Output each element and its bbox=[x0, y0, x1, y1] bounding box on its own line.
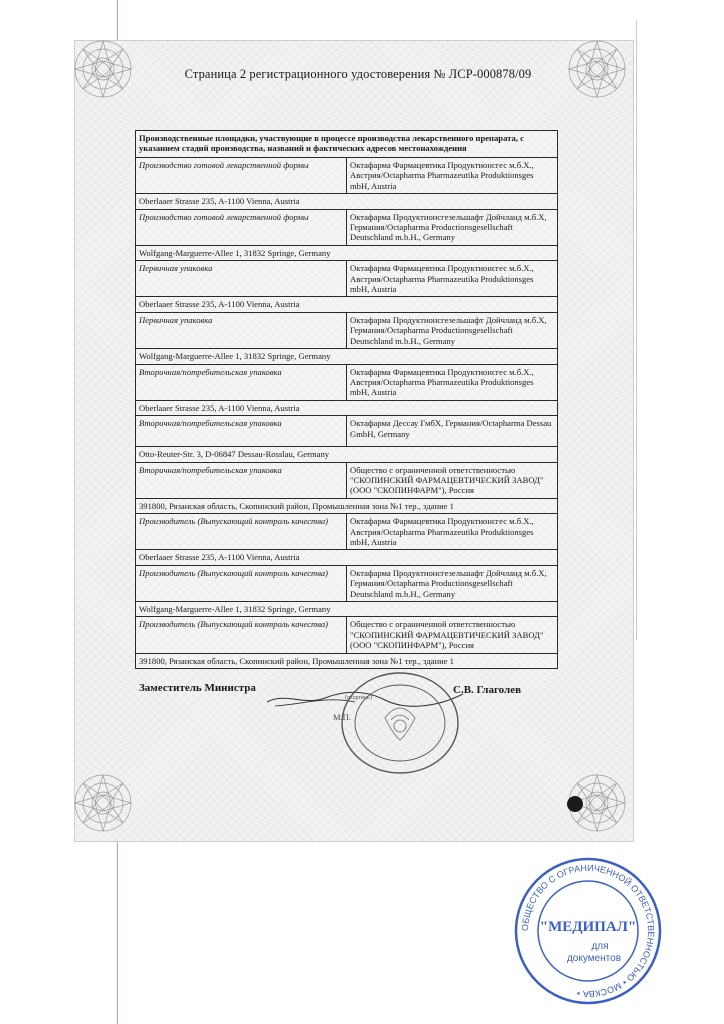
site-address-cell: Wolfgang-Marguerre-Allee 1, 31832 Springe, Germany bbox=[136, 245, 558, 260]
production-stage-cell: Производство готовой лекарственной формы bbox=[136, 209, 347, 245]
manufacturer-cell: Общество с ограниченной ответственностью "СКОПИНСКИЙ ФАРМАЦЕВТИЧЕСКИЙ ЗАВОД" (ООО "СКОПИНФАРМ"), Россия bbox=[347, 462, 558, 498]
signatory-name: С.В. Глаголев bbox=[453, 684, 522, 696]
site-address-cell: Oberlaaer Strasse 235, A-1100 Vienna, Austria bbox=[136, 297, 558, 312]
official-seal-icon bbox=[335, 668, 465, 778]
stamp-ring-text: ОБЩЕСТВО С ОГРАНИЧЕННОЙ ОТВЕТСТВЕННОСТЬЮ • МОСКВА • bbox=[519, 862, 657, 1000]
production-stage-cell: Вторичная/потребительская упаковка bbox=[136, 364, 347, 400]
site-address-cell: 391800, Рязанская область, Скопинский район, Промышленная зона №1 тер., здание 1 bbox=[136, 653, 558, 668]
site-address-cell: Wolfgang-Marguerre-Allee 1, 31832 Springe, Germany bbox=[136, 349, 558, 364]
manufacturer-cell: Октафарма Продуктионсгезельшафт Дойчланд м.б.Х, Германия/Octapharma Productionsgesellschaft Deutschland m.b.H., Germany bbox=[347, 565, 558, 601]
production-sites-table bbox=[135, 130, 558, 669]
site-address-cell: Oberlaaer Strasse 235, A-1100 Vienna, Austria bbox=[136, 194, 558, 209]
production-stage-cell: Первичная упаковка bbox=[136, 261, 347, 297]
signature-caption: (подпись) bbox=[345, 694, 372, 701]
table-row bbox=[136, 261, 558, 297]
manufacturer-cell: Октафарма Фармацевтика Продуктионсгес м.б.Х., Австрия/Octapharma Pharmazeutika Produktionsges mbH, Austria bbox=[347, 364, 558, 400]
site-address-cell: Oberlaaer Strasse 235, A-1100 Vienna, Austria bbox=[136, 550, 558, 565]
table-row bbox=[136, 462, 558, 498]
table-row bbox=[136, 209, 558, 245]
manufacturer-cell: Октафарма Дессау ГмбХ, Германия/Octapharma Dessau GmbH, Germany bbox=[347, 416, 558, 447]
table-row bbox=[136, 194, 558, 209]
site-address-cell: Oberlaaer Strasse 235, A-1100 Vienna, Austria bbox=[136, 400, 558, 415]
manufacturer-cell: Октафарма Фармацевтика Продуктионсгес м.б.Х., Австрия/Octapharma Pharmazeutika Produktionsges mbH, Austria bbox=[347, 158, 558, 194]
table-row bbox=[136, 498, 558, 513]
table-row bbox=[136, 245, 558, 260]
table-row bbox=[136, 550, 558, 565]
rosette-ornament-icon bbox=[71, 771, 135, 835]
production-stage-cell: Вторичная/потребительская упаковка bbox=[136, 462, 347, 498]
manufacturer-cell: Общество с ограниченной ответственностью "СКОПИНСКИЙ ФАРМАЦЕВТИЧЕСКИЙ ЗАВОД" (ООО "СКОПИНФАРМ"), Россия bbox=[347, 617, 558, 653]
table-row bbox=[136, 158, 558, 194]
production-stage-cell: Производитель (Выпускающий контроль качества) bbox=[136, 514, 347, 550]
medipal-stamp-icon bbox=[512, 855, 664, 1007]
table-row bbox=[136, 364, 558, 400]
table-row bbox=[136, 617, 558, 653]
production-stage-cell: Вторичная/потребительская упаковка bbox=[136, 416, 347, 447]
table-row bbox=[136, 416, 558, 447]
stamp-sub-text-1: для bbox=[591, 941, 609, 952]
manufacturer-cell: Октафарма Фармацевтика Продуктионсгес м.б.Х., Австрия/Octapharma Pharmazeutika Produktionsges mbH, Austria bbox=[347, 261, 558, 297]
table-row bbox=[136, 297, 558, 312]
seal-placement-label: М.П. bbox=[333, 712, 351, 722]
table-row bbox=[136, 312, 558, 348]
stamp-sub-text-2: документов bbox=[566, 953, 622, 964]
signatory-position: Заместитель Министра bbox=[139, 682, 256, 694]
manufacturer-cell: Октафарма Продуктионсгезельшафт Дойчланд м.б.Х, Германия/Octapharma Productionsgesellschaft Deutschland m.b.H., Germany bbox=[347, 209, 558, 245]
manufacturer-cell: Октафарма Фармацевтика Продуктионсгес м.б.Х., Австрия/Octapharma Pharmazeutika Produktionsges mbH, Austria bbox=[347, 514, 558, 550]
table-row bbox=[136, 565, 558, 601]
table-title-row bbox=[136, 131, 558, 158]
production-stage-cell: Производство готовой лекарственной формы bbox=[136, 158, 347, 194]
production-stage-cell: Первичная упаковка bbox=[136, 312, 347, 348]
table-row bbox=[136, 653, 558, 668]
page-title: Страница 2 регистрационного удостоверения № ЛСР-000878/09 bbox=[184, 67, 532, 81]
signature-block bbox=[135, 680, 565, 780]
table-row bbox=[136, 447, 558, 462]
manufacturer-cell: Октафарма Продуктионсгезельшафт Дойчланд м.б.Х, Германия/Octapharma Productionsgesellschaft Deutschland m.b.H., Germany bbox=[347, 312, 558, 348]
punch-hole bbox=[567, 796, 583, 812]
table-row bbox=[136, 602, 558, 617]
site-address-cell: Otto-Reuter-Str. 3, D-06847 Dessau-Rosslau, Germany bbox=[136, 447, 558, 462]
table-row bbox=[136, 349, 558, 364]
stamp-center-text: "МЕДИПАЛ" bbox=[539, 919, 637, 935]
table-row bbox=[136, 514, 558, 550]
production-stage-cell: Производитель (Выпускающий контроль качества) bbox=[136, 617, 347, 653]
site-address-cell: Wolfgang-Marguerre-Allee 1, 31832 Springe, Germany bbox=[136, 602, 558, 617]
table-title: Производственные площадки, участвующие в процессе производства лекарственного препарата, с указанием стадий производства, названий и фактических адресов местонахождения bbox=[136, 131, 558, 158]
production-stage-cell: Производитель (Выпускающий контроль качества) bbox=[136, 565, 347, 601]
page-edge-line bbox=[636, 20, 637, 640]
site-address-cell: 391800, Рязанская область, Скопинский район, Промышленная зона №1 тер., здание 1 bbox=[136, 498, 558, 513]
table-row bbox=[136, 400, 558, 415]
